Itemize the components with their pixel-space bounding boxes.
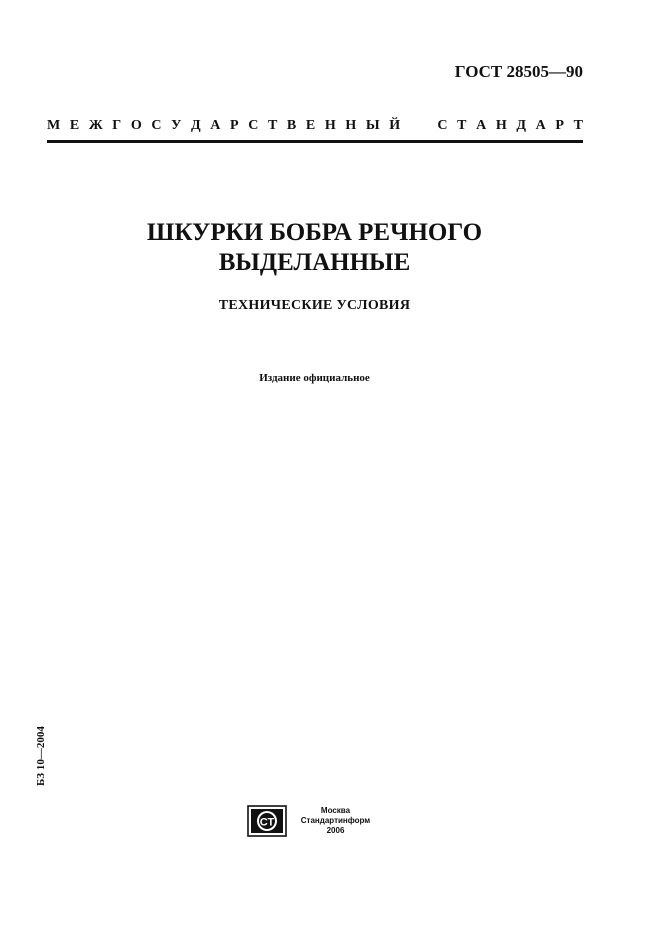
banner-letter: Д: [516, 118, 527, 133]
banner-letter: Ж: [88, 118, 103, 133]
document-title-line-2: ВЫДЕЛАННЫЕ: [218, 249, 411, 276]
banner-letter: С: [151, 118, 162, 133]
banner-letter: А: [210, 118, 221, 133]
banner-letter: Г: [112, 118, 122, 133]
document-code: ГОСТ 28505—90: [454, 62, 583, 81]
banner-letter: Н: [324, 118, 336, 133]
publisher-logo-icon: [247, 805, 287, 837]
banner-letter: Е: [69, 118, 80, 133]
banner-letter: А: [535, 118, 546, 133]
document-title-line-1: ШКУРКИ БОБРА РЕЧНОГО: [146, 219, 483, 246]
banner-word-gap: [410, 118, 428, 134]
banner-letter: Р: [230, 118, 239, 133]
publisher-year: 2006: [326, 826, 345, 835]
banner-letter: Й: [389, 118, 401, 133]
banner-letter: Т: [267, 118, 278, 133]
logo-text: СТ: [259, 816, 275, 829]
publisher-block: [298, 806, 373, 836]
banner-letter: Д: [191, 118, 201, 133]
banner-letter: С: [437, 118, 448, 133]
publisher-name: Стандартинформ: [300, 816, 371, 825]
banner-letter: Н: [495, 118, 507, 133]
banner-rule: [47, 140, 583, 143]
banner-letter: Н: [345, 118, 357, 133]
banner-letter: Т: [457, 118, 467, 133]
edition-note: Издание официальное: [259, 372, 370, 384]
publisher-city: Москва: [320, 806, 351, 815]
document-subtitle: ТЕХНИЧЕСКИЕ УСЛОВИЯ: [218, 298, 411, 313]
banner-letter: У: [171, 118, 182, 133]
banner-letter: М: [47, 118, 61, 133]
side-registration-code: БЗ 10—2004: [35, 726, 47, 786]
banner-letter: С: [248, 118, 259, 133]
standard-banner: [47, 118, 583, 134]
banner-letter: А: [476, 118, 487, 133]
banner-letter: Ы: [365, 118, 380, 133]
banner-letter: Т: [573, 118, 583, 133]
banner-letter: Р: [555, 118, 564, 133]
banner-letter: О: [130, 118, 142, 133]
banner-letter: В: [286, 118, 297, 133]
banner-letter: Е: [305, 118, 316, 133]
